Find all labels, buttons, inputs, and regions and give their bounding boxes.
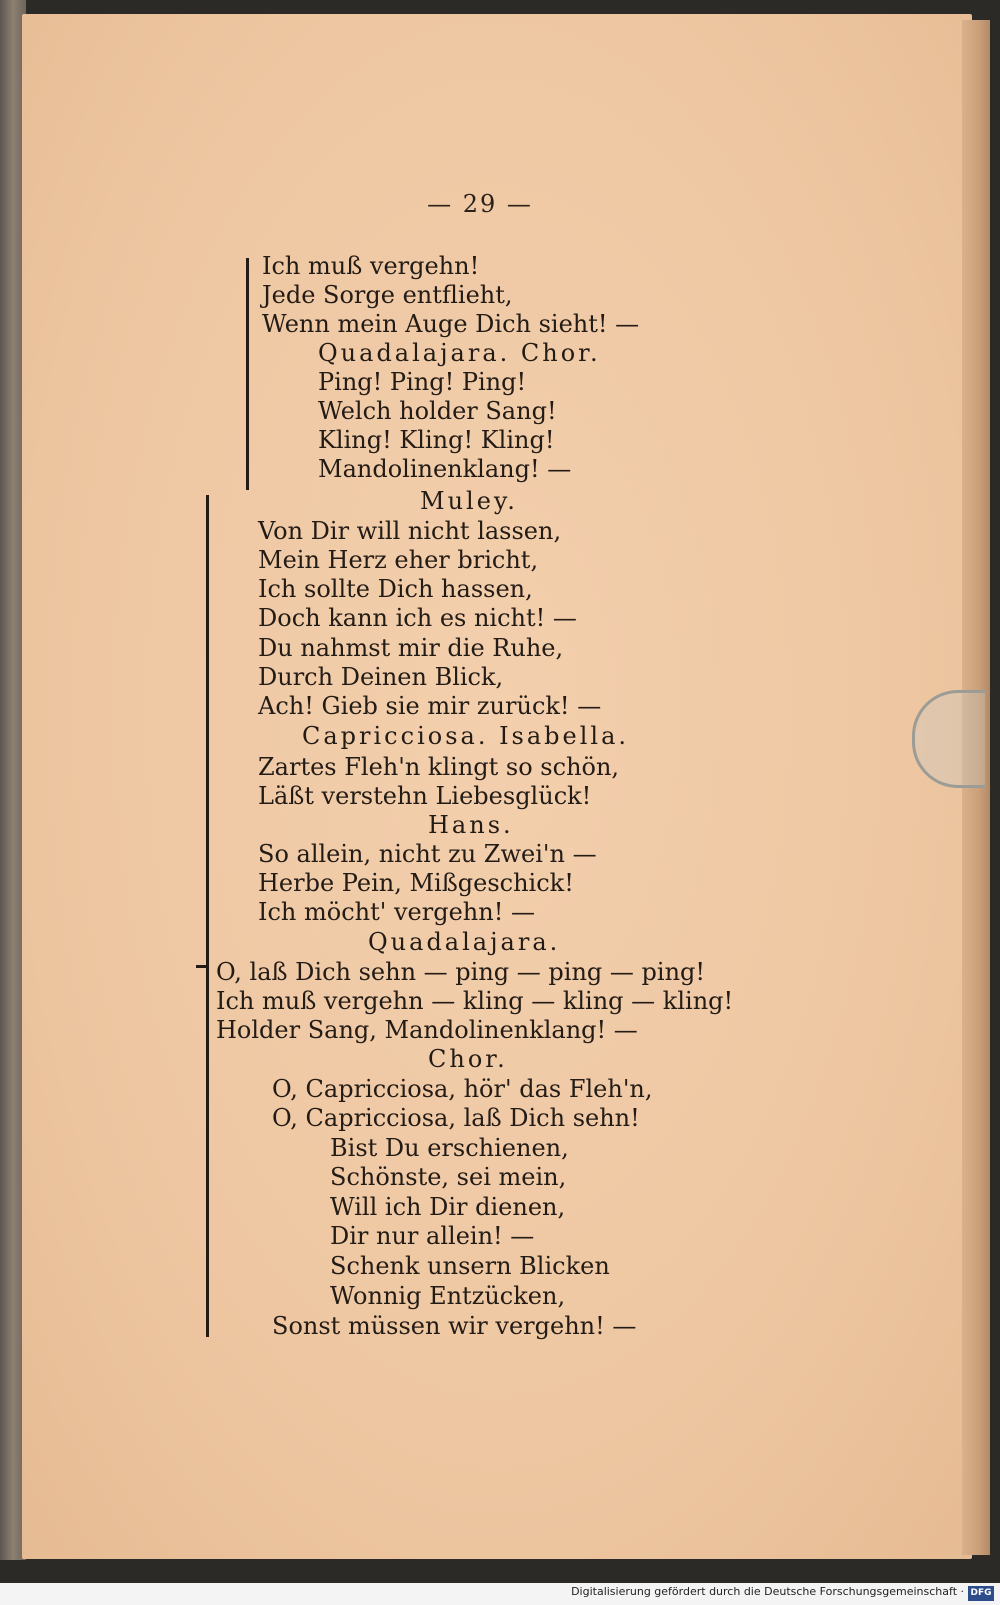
verse-line: Du nahmst mir die Ruhe,	[258, 634, 564, 662]
verse-line: Kling! Kling! Kling!	[318, 426, 555, 454]
verse-line: Schönste, sei mein,	[330, 1163, 567, 1191]
verse-line: Ich sollte Dich hassen,	[258, 575, 533, 603]
verse-line: Von Dir will nicht lassen,	[258, 517, 562, 545]
digitization-credit: Digitalisierung gefördert durch die Deutsche Forschungsgemeinschaft ·	[571, 1585, 964, 1598]
bracket-main-notch	[196, 965, 208, 968]
verse-line: O, Capricciosa, hör' das Fleh'n,	[272, 1075, 653, 1103]
verse-line: Jede Sorge entflieht,	[262, 281, 513, 309]
verse-line: O, Capricciosa, laß Dich sehn!	[272, 1104, 640, 1132]
speaker-label: Quadalajara. Chor.	[318, 339, 601, 367]
verse-line: Mandolinenklang! —	[318, 455, 572, 483]
verse-line: Will ich Dir dienen,	[330, 1193, 566, 1221]
page-number: — 29 —	[427, 190, 533, 218]
verse-line: Läßt verstehn Liebesglück!	[258, 782, 592, 810]
verse-line: Durch Deinen Blick,	[258, 663, 504, 691]
verse-line: Welch holder Sang!	[318, 397, 557, 425]
speaker-label: Muley.	[420, 487, 518, 515]
verse-line: Dir nur allein! —	[330, 1222, 535, 1250]
verse-line: Herbe Pein, Mißgeschick!	[258, 869, 574, 897]
verse-line: Sonst müssen wir vergehn! —	[272, 1312, 637, 1340]
verse-line: Ich muß vergehn — kling — kling — kling!	[216, 987, 734, 1015]
verse-line: Doch kann ich es nicht! —	[258, 604, 577, 632]
bracket-main-left	[206, 495, 209, 1337]
verse-line: Mein Herz eher bricht,	[258, 546, 539, 574]
speaker-label: Capricciosa. Isabella.	[302, 722, 630, 750]
verse-line: O, laß Dich sehn — ping — ping — ping!	[216, 958, 706, 986]
speaker-label: Hans.	[428, 811, 514, 839]
verse-line: Ping! Ping! Ping!	[318, 368, 527, 396]
verse-line: Ach! Gieb sie mir zurück! —	[258, 692, 602, 720]
verse-line: Zartes Fleh'n klingt so schön,	[258, 753, 620, 781]
dfg-logo: DFG	[968, 1586, 994, 1601]
verse-line: Schenk unsern Blicken	[330, 1252, 610, 1280]
verse-line: Holder Sang, Mandolinenklang! —	[216, 1016, 638, 1044]
verse-line: So allein, nicht zu Zwei'n —	[258, 840, 597, 868]
verse-line: Ich möcht' vergehn! —	[258, 898, 535, 926]
speaker-label: Chor.	[428, 1045, 508, 1073]
bracket-top-left	[246, 258, 249, 490]
speaker-label: Quadalajara.	[368, 928, 561, 956]
verse-line: Bist Du erschienen,	[330, 1134, 569, 1162]
verse-line: Wonnig Entzücken,	[330, 1282, 566, 1310]
verse-line: Ich muß vergehn!	[262, 252, 480, 280]
verse-line: Wenn mein Auge Dich sieht! —	[262, 310, 640, 338]
